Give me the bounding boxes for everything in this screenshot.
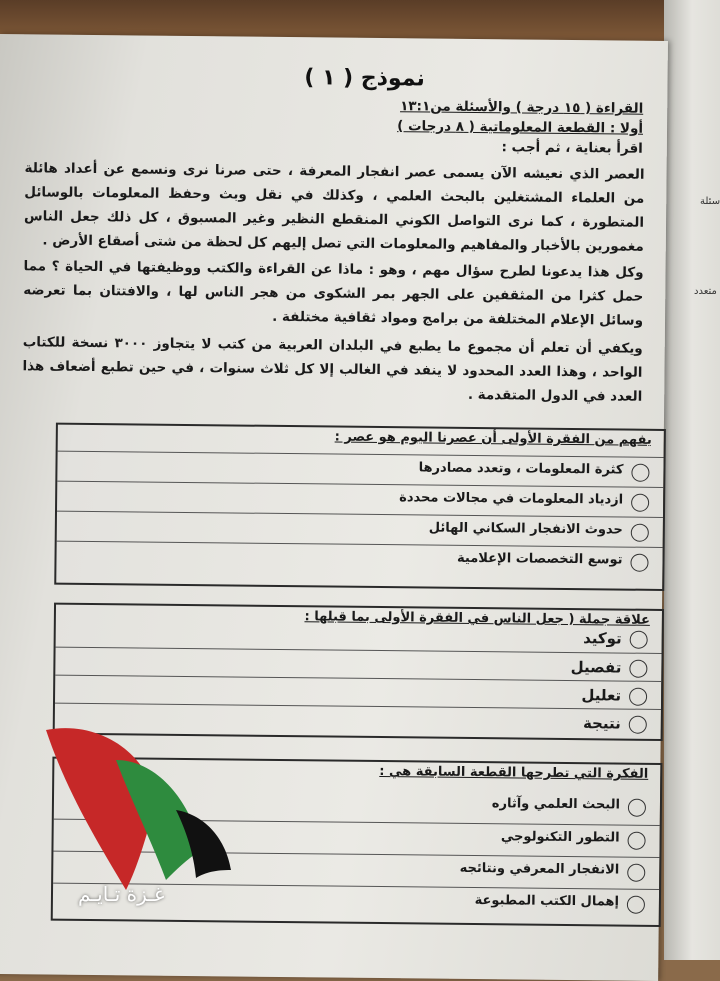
option-label: التطور التكنولوجي xyxy=(500,829,620,846)
radio-circle-icon[interactable] xyxy=(630,554,648,572)
radio-circle-icon[interactable] xyxy=(629,716,647,734)
option-label: ازدياد المعلومات في مجالات محددة xyxy=(399,490,624,508)
adjacent-page-fragment: متعدد xyxy=(694,286,717,297)
radio-circle-icon[interactable] xyxy=(631,524,649,542)
instruction: اقرأ بعناية ، ثم أجب : xyxy=(501,139,643,157)
watermark-text: غـزة تـايـم xyxy=(78,882,165,906)
option-label: كثرة المعلومات ، وتعدد مصادرها xyxy=(418,460,624,478)
option-label: الانفجار المعرفي ونتائجه xyxy=(459,860,620,878)
radio-circle-icon[interactable] xyxy=(627,832,645,850)
radio-circle-icon[interactable] xyxy=(631,464,649,482)
question-prompt: يفهم من الفقرة الأولى أن عصرنا اليوم هو عصر : xyxy=(334,429,652,448)
question-prompt: الفكرة التي تطرحها القطعة السابقة هي : xyxy=(379,764,649,782)
option-label: حدوث الانفجار السكاني الهائل xyxy=(428,520,623,538)
option-label: توسع التخصصات الإعلامية xyxy=(457,550,623,568)
adjacent-page xyxy=(664,0,720,960)
question-box-1 xyxy=(54,423,666,591)
radio-circle-icon[interactable] xyxy=(629,688,647,706)
passage-paragraph-2: وكل هذا يدعونا لطرح سؤال مهم ، وهو : ماذا عن القراءة والكتب ووظيفتها في الحياة ؟ مما حمل كثرا من المثقفين على الجهر بمر الشكوى من هجر الناس لها ، والافتتان بما تعرضه وسائل الإعلام المختلفة من برامج ومواد ثقافية مختلفة . xyxy=(23,258,644,329)
radio-circle-icon[interactable] xyxy=(627,864,645,882)
question-prompt: علاقة جملة ( جعل الناس في الفقرة الأولى بما قبلها : xyxy=(304,609,650,628)
option-label: نتيجة xyxy=(582,714,621,733)
reading-heading: القراءة ( ١٥ درجة ) والأسئلة من١٣:١ xyxy=(400,98,644,117)
radio-circle-icon[interactable] xyxy=(629,660,647,678)
radio-circle-icon[interactable] xyxy=(627,896,645,914)
radio-circle-icon[interactable] xyxy=(630,631,648,649)
passage-paragraph-3: ويكفي أن تعلم أن مجموع ما يطبع في البلدان العربية من كتب لا يتجاوز ٣٠٠٠ نسخة للكتاب الواحد ، وهذا العدد المحدود لا ينفد في الغالب إلا كل ثلاث سنوات ، في حين تطبع أضعاف هذا العدد في الدول المتقدمة . xyxy=(22,334,643,405)
option-label: تفصيل xyxy=(570,658,622,677)
radio-circle-icon[interactable] xyxy=(628,799,646,817)
answer-option[interactable] xyxy=(56,541,662,578)
passage-paragraph-1: العصر الذي نعيشه الآن يسمى عصر انفجار المعرفة ، حتى صرنا نرى ونسمع عن أعداد هائلة من العلماء المشتغلين بالبحث العلمي ، وكذلك في نقل وبث وحفظ المعلومات بالوسائل المتطورة ، كما نرى التواصل الكوني المنقطع النظير وغير المسبوق ، كل ذلك جعل الناس مغمورين بالأخبار والمفاهيم والمعلومات التي تصل إليهم كل لحظة من شتى أصقاع الأرض . xyxy=(24,160,645,255)
radio-circle-icon[interactable] xyxy=(631,494,649,512)
adjacent-page-fragment: سئلة xyxy=(700,196,720,207)
page-title: نموذج ( ١ ) xyxy=(304,65,425,92)
option-label: إهمال الكتب المطبوعة xyxy=(474,893,620,910)
option-label: توكيد xyxy=(583,629,622,648)
section-heading: أولا : القطعة المعلوماتية ( ٨ درجات ) xyxy=(397,118,644,137)
option-label: البحث العلمي وآثاره xyxy=(491,796,621,813)
option-label: تعليل xyxy=(581,686,622,705)
